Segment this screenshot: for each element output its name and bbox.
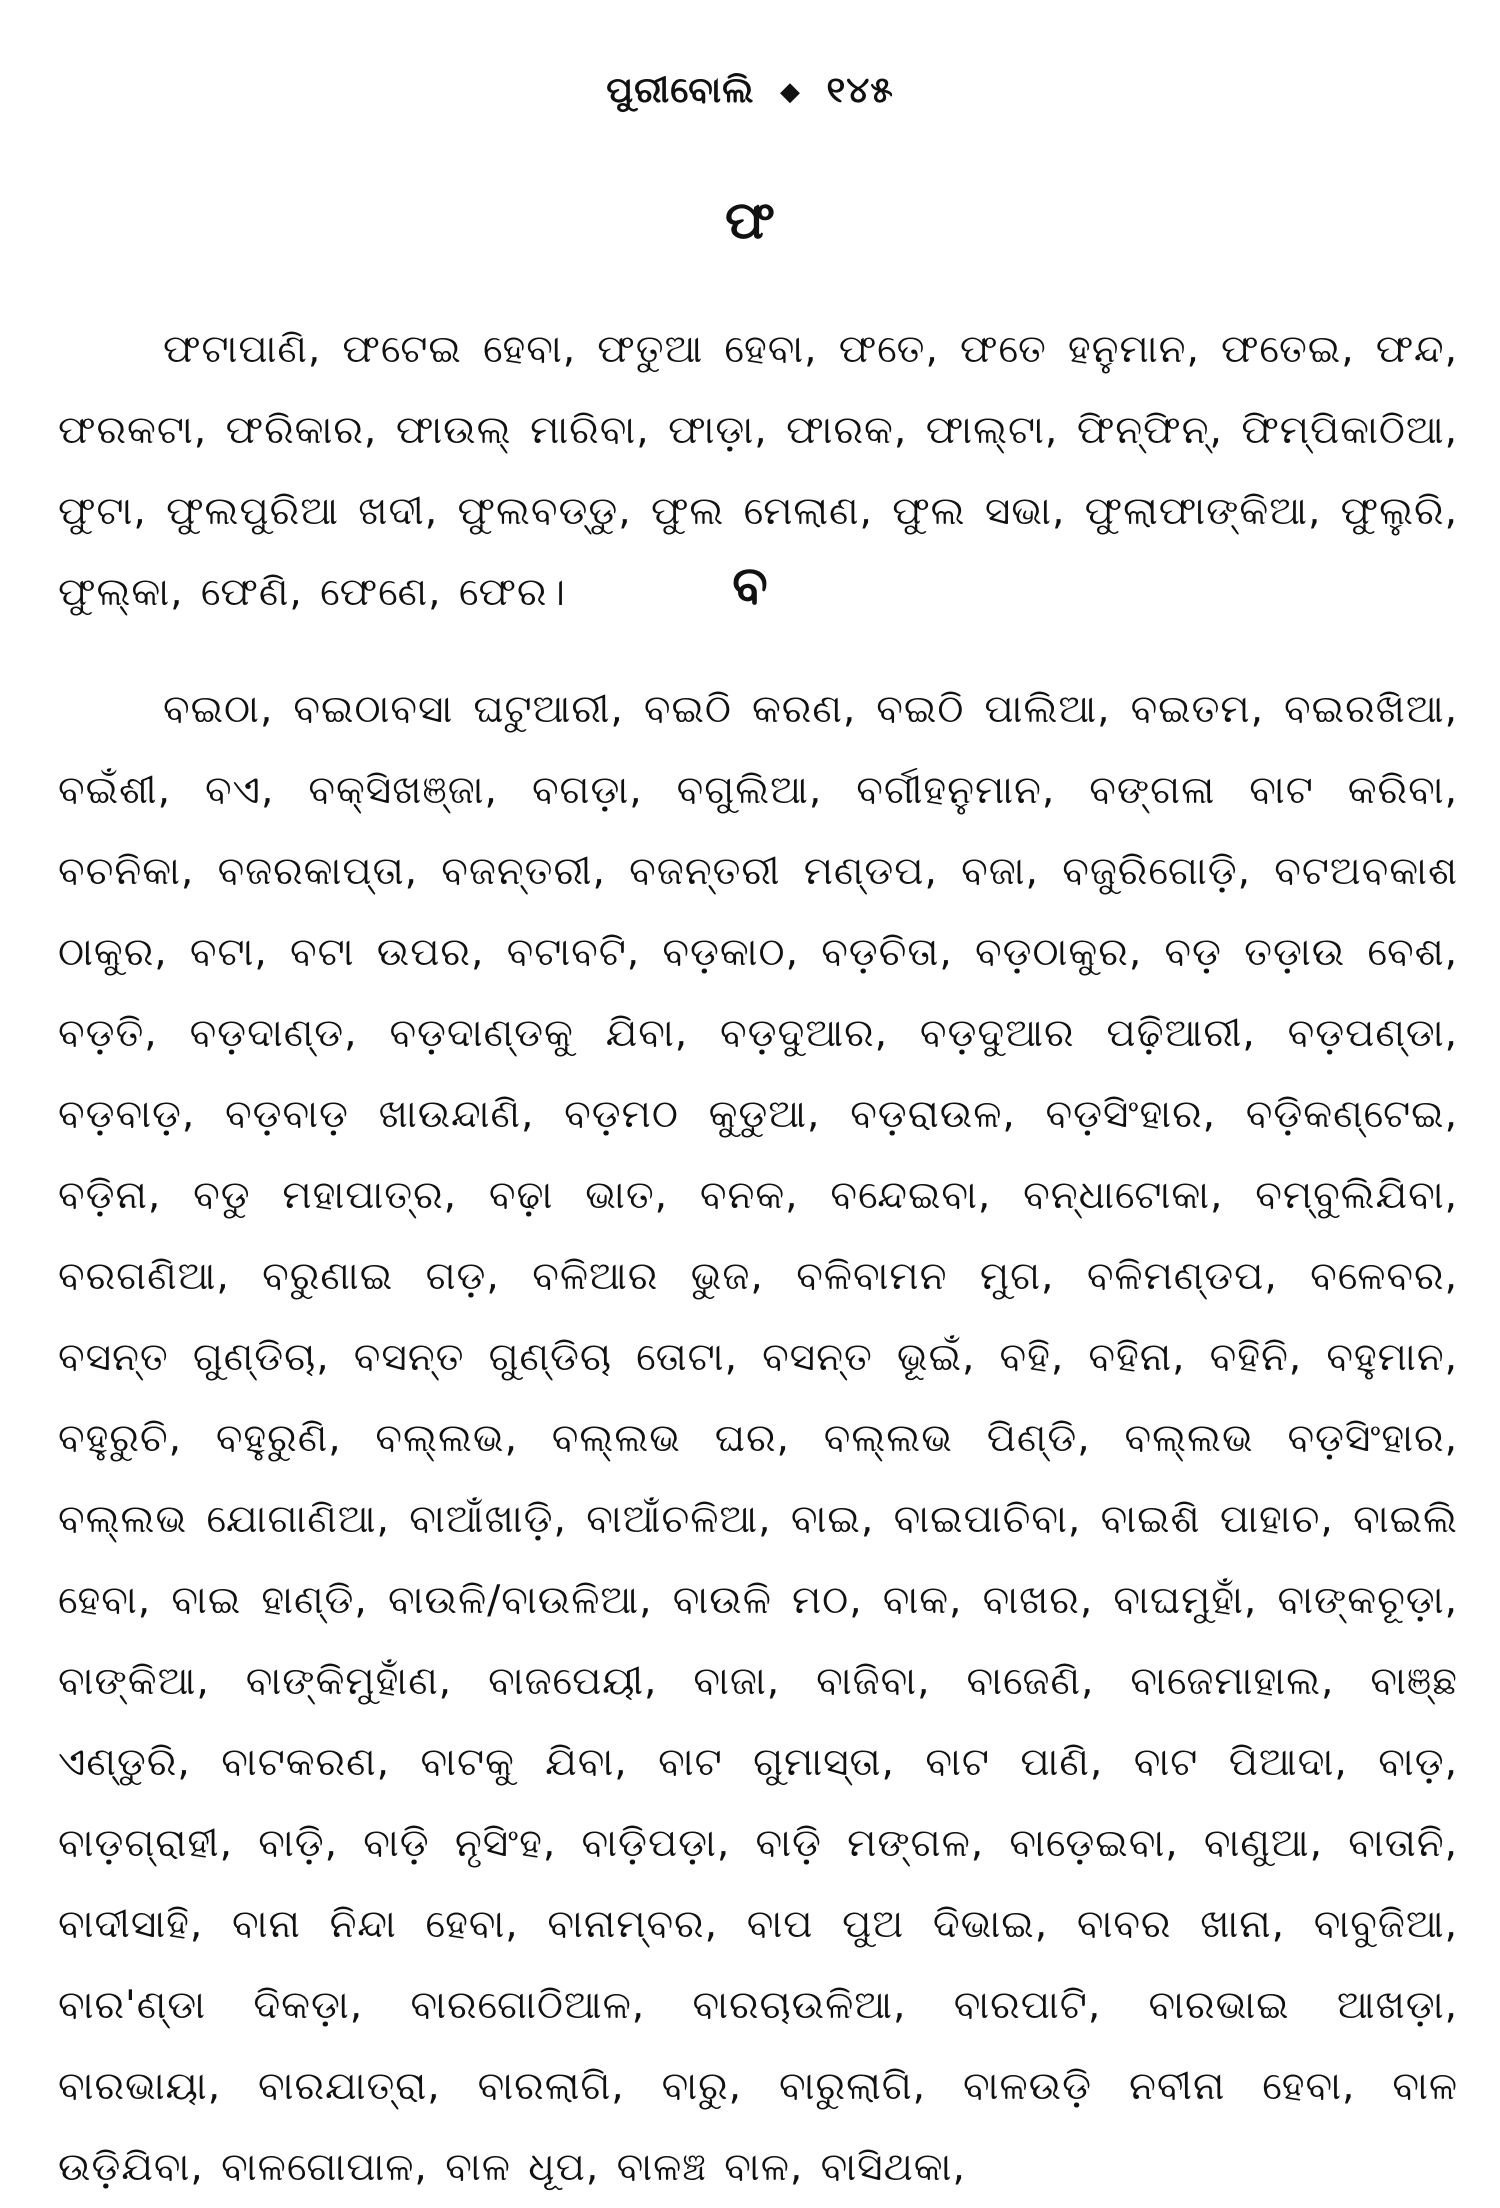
section-heading-ba: ବ — [732, 556, 768, 616]
page-number: ୧୪୫ — [826, 70, 894, 111]
running-head — [0, 70, 1500, 112]
separator-diamond-icon: ◆ — [779, 77, 801, 107]
section-heading-pha: ଫ — [725, 191, 775, 251]
glossary-paragraph-ba: ବଇଠା, ବଇଠାବସା ଘଟୁଆରୀ, ବଇଠି କରଣ, ବଇଠି ପାଲିଆ, ବଇତମ, ବଇରଖିଆ, ବଇଁଶୀ, ବଏ, ବକ୍ସିଖଞ୍ଜା, ବଗଡ଼ା, ବଗୁଲିଆ, ବର୍ଗୀହନୁମାନ, ବଙ୍ଗଳା ବାଟ କରିବା, ବଚନିକା, ବଜରକାପ୍ତା, ବଜନ୍ତରୀ, ବଜନ୍ତରୀ ମଣ୍ଡପ, ବଜା, ବଜୁରିଗୋଡ଼ି, ବଟଅବକାଶ ଠାକୁର, ବଟା, ବଟା ଉପର, ବଟାବଟି, ବଡ଼କାଠ, ବଡ଼ଚିତା, ବଡ଼ଠାକୁର, ବଡ଼ ତଡ଼ାଉ ବେଶ, ବଡ଼ତି, ବଡ଼ଦାଣ୍ଡ, ବଡ଼ଦାଣ୍ଡକୁ ଯିବା, ବଡ଼ଦୁଆର, ବଡ଼ଦୁଆର ପଢ଼ିଆରୀ, ବଡ଼ପଣ୍ଡା, ବଡ଼ବାଡ଼, ବଡ଼ବାଡ଼ ଖାଉନ୍ଦାଣି, ବଡ଼ମଠ କୁଡୁଆ, ବଡ଼ରାଉଳ, ବଡ଼ସିଂହାର, ବଡ଼ିକଣ୍ଟେଇ, ବଡ଼ିନା, ବଡୁ ମହାପାତ୍ର, ବଢ଼ା ଭାତ, ବନକ, ବନ୍ଦେଇବା, ବନ୍ଧାଟୋକା, ବମ୍ବୁଲିଯିବା, ବରଗଣିଆ, ବରୁଣାଇ ଗଡ଼, ବଳିଆର ଭୁଜ, ବଳିବାମନ ମୁଗ, ବଳିମଣ୍ଡପ, ବଳେବର, ବସନ୍ତ ଗୁଣ୍ଡିଚା, ବସନ୍ତ ଗୁଣ୍ଡିଚା ତୋଟା, ବସନ୍ତ ଭୂଇଁ, ବହି, ବହିନା, ବହିନି, ବହୁମାନ, ବହୁରୁଚି, ବହୁରୁଣି, ବଲ୍ଲଭ, ବଲ୍ଲଭ ଘର, ବଲ୍ଲଭ ପିଣ୍ଡି, ବଲ୍ଲଭ ବଡ଼ସିଂହାର, ବଲ୍ଲଭ ଯୋଗାଣିଆ, ବାଆଁଖାଡ଼ି, ବାଆଁଚଳିଆ, ବାଇ, ବାଇପାଚିବା, ବାଇଶି ପାହାଚ, ବାଇଲି ହେବା, ବାଇ ହାଣ୍ଡି, ବାଉଳି/ବାଉଳିଆ, ବାଉଳି ମଠ, ବାକ, ବାଖର, ବାଘମୁହାଁ, ବାଙ୍କଚୂଡ଼ା, ବାଙ୍କିଆ, ବାଙ୍କିମୁହାଁଣ, ବାଜପେୟୀ, ବାଜା, ବାଜିବା, ବାଜେଣି, ବାଜେମାହାଲ, ବାଞ୍ଛ ଏଣ୍ଡୁରି, ବାଟକରଣ, ବାଟକୁ ଯିବା, ବାଟ ଗୁମାସ୍ତା, ବାଟ ପାଣି, ବାଟ ପିଆଦା, ବାଡ଼, ବାଡ଼ଗ୍ରାହୀ, ବାଡ଼ି, ବାଡ଼ି ନୃସିଂହ, ବାଡ଼ିପଡ଼ା, ବାଡ଼ି ମଙ୍ଗଳ, ବାଡ଼େଇବା, ବାଣୁଆ, ବାତାନି, ବାଦୀସାହି, ବାନା ନିନ୍ଦା ହେବା, ବାନାମ୍ବର, ବାପ ପୁଅ ଦିଭାଇ, ବାବର ଖାନା, ବାବୁଜିଆ, ବାର'ଣ୍ଡା ଦିକଡ଼ା, ବାରଗୋଠିଆଳ, ବାରଚାଉଳିଆ, ବାରପାଟି, ବାରଭାଇ ଆଖଡ଼ା, ବାରଭାୟା, ବାରଯାତ୍ରା, ବାରଲାଗି, ବାରୁ, ବାରୁଲାଗି, ବାଳଉଡ଼ି ନବୀନା ହେବା, ବାଳ ଉଡ଼ିଯିବା, ବାଳଗୋପାଳ, ବାଳ ଧୂପ, ବାଳଞ୍ଚ ବାଳ, ବାସିଥକା, — [58, 687, 1458, 2190]
glossary-paragraph-pha: ଫଟାପାଣି, ଫଟେଇ ହେବା, ଫତୁଆ ହେବା, ଫତେ, ଫତେ ହନୁମାନ, ଫତେଇ, ଫନ୍ଦ, ଫରକଟା, ଫରିକାର, ଫାଉଲ୍ ମାରିବା, ଫାଡ଼ା, ଫାରକ, ଫାଲ୍‌ଟା, ଫିନ୍‌ଫିନ୍, ଫିମ୍ପିକାଠିଆ, ଫୁଟା, ଫୁଲପୁରିଆ ଖଦୀ, ଫୁଲବଡ୍ଡୁ, ଫୁଲ ମେଲାଣ, ଫୁଲ ସଭା, ଫୁଲାଫାଙ୍କିଆ, ଫୁଲୁରି, ଫୁଲ୍‌କା, ଫେଣି, ଫେଣେ, ଫେର। — [58, 327, 1458, 615]
book-title: ପୁରୀବୋଲି — [606, 70, 755, 111]
